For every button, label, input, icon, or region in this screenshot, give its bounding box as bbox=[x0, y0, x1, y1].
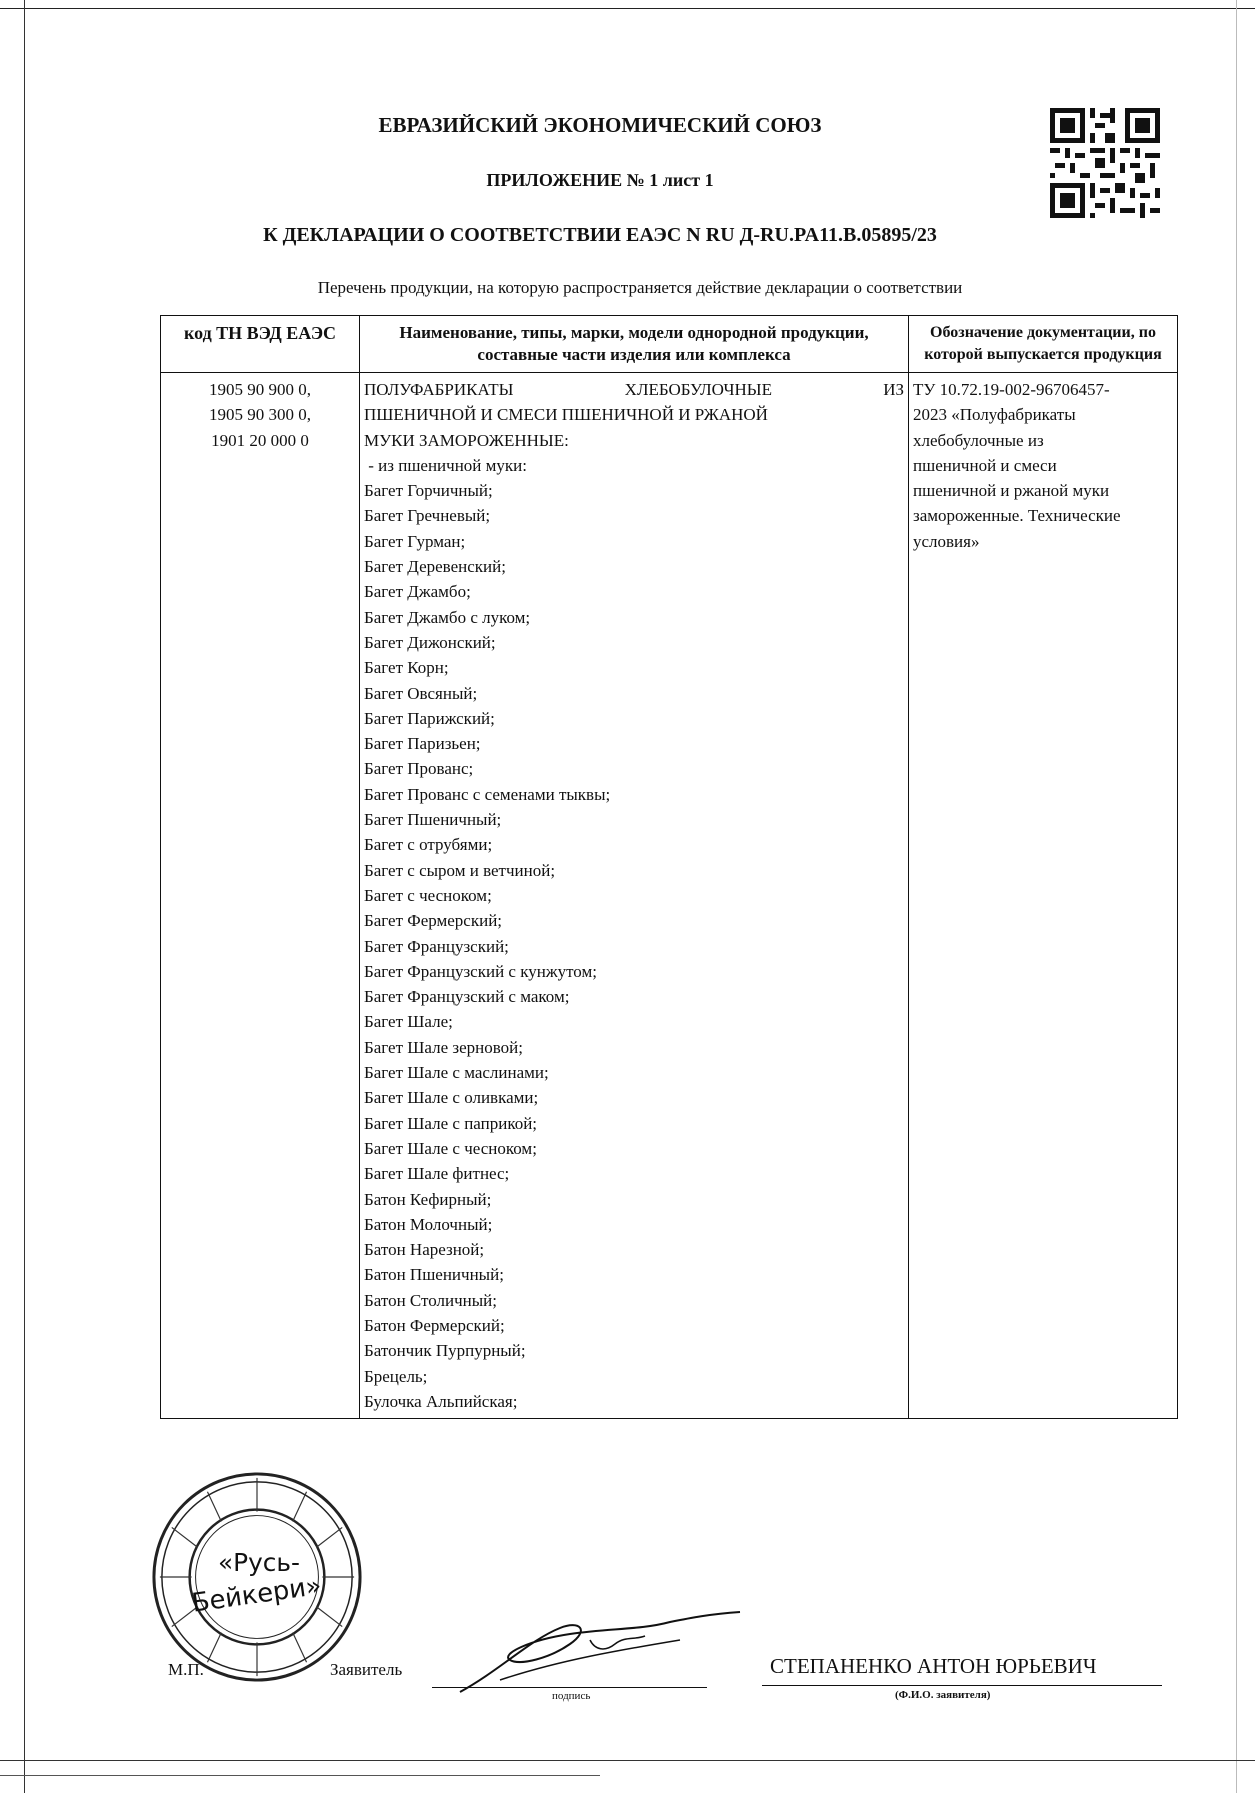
product-item: Багет Корн; bbox=[364, 658, 449, 678]
stamp-place-label: М.П. bbox=[168, 1660, 204, 1679]
group-word-2: ХЛЕБОБУЛОЧНЫЕ bbox=[624, 380, 772, 399]
product-item: Багет Джамбо с луком; bbox=[364, 607, 531, 627]
doc-line: хлебобулочные из bbox=[913, 430, 1044, 450]
product-item: Батон Пшеничный; bbox=[364, 1265, 504, 1285]
product-item: Батон Нарезной; bbox=[364, 1240, 485, 1260]
product-item: Багет Пшеничный; bbox=[364, 810, 502, 830]
company-stamp bbox=[148, 1468, 366, 1686]
code-line: 1901 20 000 0 bbox=[211, 430, 309, 450]
product-item: Багет Шале с чесноком; bbox=[364, 1138, 537, 1158]
page-edge-left bbox=[24, 0, 25, 1793]
products-table bbox=[160, 315, 1178, 1419]
applicant-name-caption: (Ф.И.О. заявителя) bbox=[895, 1689, 991, 1701]
product-item: Багет Гурман; bbox=[364, 531, 466, 551]
product-item: Батон Фермерский; bbox=[364, 1315, 505, 1335]
product-group-line-1 bbox=[364, 377, 904, 402]
header-doc: Обозначение документации, по которой выпускается продукция bbox=[909, 316, 1178, 373]
product-item: Багет с чесноком; bbox=[364, 885, 492, 905]
product-item: Багет Прованс; bbox=[364, 759, 474, 779]
product-item: Батон Столичный; bbox=[364, 1290, 497, 1310]
code-line: 1905 90 300 0, bbox=[209, 405, 311, 425]
product-item: Багет Парижский; bbox=[364, 708, 495, 728]
docs-cell bbox=[909, 373, 1178, 1419]
product-item: Багет Шале с оливками; bbox=[364, 1088, 539, 1108]
product-item: Багет Шале с маслинами; bbox=[364, 1063, 549, 1083]
product-item: Багет Овсяный; bbox=[364, 683, 478, 703]
product-item: Багет Шале; bbox=[364, 1012, 453, 1032]
product-item: Батон Кефирный; bbox=[364, 1189, 492, 1209]
table-row bbox=[161, 373, 1178, 1419]
product-group-line-2: ПШЕНИЧНОЙ И СМЕСИ ПШЕНИЧНОЙ И РЖАНОЙ bbox=[364, 405, 768, 425]
page-edge-bottom bbox=[0, 1760, 1255, 1761]
doc-line: пшеничной и ржаной муки bbox=[913, 481, 1110, 501]
product-item: Багет с отрубями; bbox=[364, 835, 493, 855]
header-name: Наименование, типы, марки, модели однородной продукции, составные части изделия или комплекса bbox=[360, 316, 909, 373]
product-item: Булочка Альпийская; bbox=[364, 1391, 518, 1411]
declaration-title: К ДЕКЛАРАЦИИ О СООТВЕТСТВИИ ЕАЭС N RU Д-RU.PA11.B.05895/23 bbox=[263, 224, 937, 246]
signature-caption: подпись bbox=[552, 1690, 591, 1702]
product-item: Багет Шале с паприкой; bbox=[364, 1113, 538, 1133]
product-item: Багет Французский с маком; bbox=[364, 987, 570, 1007]
product-subheading: - из пшеничной муки: bbox=[364, 455, 527, 475]
list-caption: Перечень продукции, на которую распространяется действие декларации о соответствии bbox=[317, 278, 963, 297]
product-item: Багет Французский с кунжутом; bbox=[364, 961, 597, 981]
product-item: Багет Шале зерновой; bbox=[364, 1037, 523, 1057]
page-edge-right bbox=[1236, 0, 1237, 1793]
product-item: Батончик Пурпурный; bbox=[364, 1341, 526, 1361]
applicant-name: СТЕПАНЕНКО АНТОН ЮРЬЕВИЧ bbox=[770, 1654, 1097, 1678]
appendix-title: ПРИЛОЖЕНИЕ № 1 лист 1 bbox=[486, 170, 714, 190]
signature-line bbox=[432, 1687, 707, 1688]
handwritten-signature bbox=[440, 1600, 760, 1700]
page-edge-bottom-secondary bbox=[0, 1775, 600, 1776]
doc-line: замороженные. Технические bbox=[913, 506, 1121, 526]
stamp-name-line-2: Бейкери» bbox=[190, 1570, 324, 1619]
doc-line: 2023 «Полуфабрикаты bbox=[913, 405, 1076, 425]
product-item: Багет с сыром и ветчиной; bbox=[364, 860, 556, 880]
product-item: Багет Паризьен; bbox=[364, 734, 481, 754]
page-edge-top bbox=[0, 0, 1255, 9]
group-word-3: ИЗ bbox=[883, 380, 904, 399]
union-title: ЕВРАЗИЙСКИЙ ЭКОНОМИЧЕСКИЙ СОЮЗ bbox=[378, 113, 822, 137]
product-item: Багет Французский; bbox=[364, 936, 509, 956]
codes-cell bbox=[161, 373, 360, 1419]
group-word-1: ПОЛУФАБРИКАТЫ bbox=[364, 380, 514, 399]
product-item: Батон Молочный; bbox=[364, 1214, 493, 1234]
product-item: Багет Дижонский; bbox=[364, 632, 496, 652]
doc-line: условия» bbox=[913, 531, 980, 551]
product-group-line-3: МУКИ ЗАМОРОЖЕННЫЕ: bbox=[364, 430, 569, 450]
product-item-list bbox=[364, 478, 904, 1414]
product-item: Багет Гречневый; bbox=[364, 506, 491, 526]
stamp-name-line-1: «Русь- bbox=[218, 1548, 300, 1578]
product-item: Багет Горчичный; bbox=[364, 481, 493, 501]
names-cell bbox=[360, 373, 909, 1419]
applicant-name-line bbox=[762, 1685, 1162, 1686]
qr-code-icon bbox=[1050, 108, 1160, 218]
product-item: Багет Джамбо; bbox=[364, 582, 471, 602]
product-item: Багет Прованс с семенами тыквы; bbox=[364, 784, 611, 804]
doc-line: ТУ 10.72.19-002-96706457- bbox=[913, 380, 1110, 399]
table-header-row bbox=[161, 316, 1178, 373]
product-item: Багет Шале фитнес; bbox=[364, 1164, 510, 1184]
code-line: 1905 90 900 0, bbox=[209, 380, 311, 399]
product-item: Брецель; bbox=[364, 1366, 428, 1386]
product-item: Багет Деревенский; bbox=[364, 557, 506, 577]
applicant-label: Заявитель bbox=[330, 1660, 403, 1679]
doc-line: пшеничной и смеси bbox=[913, 455, 1057, 475]
header-code: код ТН ВЭД ЕАЭС bbox=[161, 316, 360, 373]
product-item: Багет Фермерский; bbox=[364, 911, 503, 931]
